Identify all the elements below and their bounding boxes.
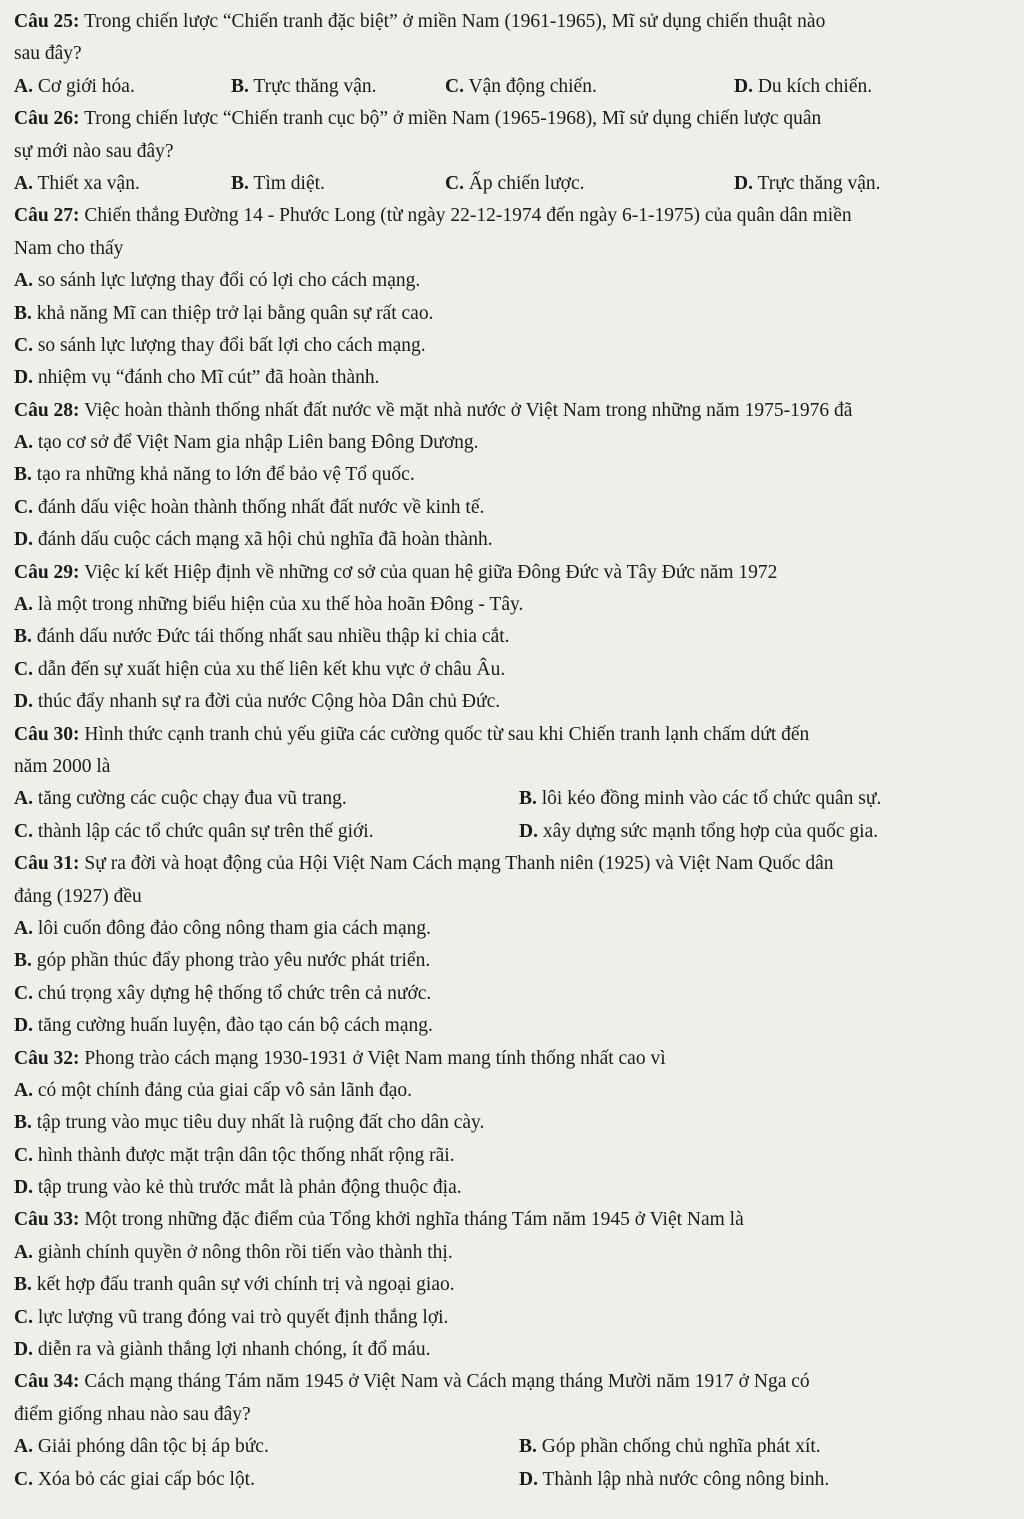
- option-d[interactable]: D. thúc đẩy nhanh sự ra đời của nước Cộng hòa Dân chủ Đức.: [14, 691, 501, 713]
- question-label: Câu 34:: [14, 1371, 80, 1393]
- question-stem: [14, 719, 1024, 751]
- option-a[interactable]: A. tạo cơ sở để Việt Nam gia nhập Liên bang Đông Dương.: [14, 432, 479, 454]
- options-row: [14, 783, 1024, 815]
- option-a[interactable]: A. tăng cường các cuộc chạy đua vũ trang.: [14, 788, 347, 810]
- question-30: [14, 719, 1024, 849]
- question-27: [14, 200, 1024, 394]
- option-d[interactable]: D. tăng cường huấn luyện, đào tạo cán bộ cách mạng.: [14, 1015, 433, 1037]
- question-stem: [14, 848, 1024, 880]
- option-b[interactable]: B. kết hợp đấu tranh quân sự với chính trị và ngoại giao.: [14, 1274, 455, 1296]
- option-c[interactable]: C. thành lập các tổ chức quân sự trên thế giới.: [14, 820, 374, 842]
- question-stem: [14, 103, 1024, 135]
- question-label: Câu 30:: [14, 723, 80, 745]
- question-stem: [14, 200, 1024, 232]
- question-28: [14, 395, 1024, 557]
- options-row: [14, 71, 1024, 103]
- question-33: [14, 1204, 1024, 1366]
- question-26: [14, 103, 1024, 200]
- question-31: [14, 848, 1024, 1042]
- options-row: [14, 1464, 1024, 1496]
- question-text: Trong chiến lược “Chiến tranh đặc biệt” ở miền Nam (1961-1965), Mĩ sử dụng chiến thuật nào: [84, 11, 826, 32]
- option-d[interactable]: D. Trực thăng vận.: [734, 172, 881, 194]
- option-a[interactable]: A. là một trong những biểu hiện của xu thế hòa hoãn Đông - Tây.: [14, 594, 524, 616]
- option-a[interactable]: A. có một chính đảng của giai cấp vô sản lãnh đạo.: [14, 1079, 413, 1101]
- question-text-cont: năm 2000 là: [14, 755, 111, 777]
- option-d[interactable]: D. nhiệm vụ “đánh cho Mĩ cút” đã hoàn thành.: [14, 367, 380, 389]
- option-d[interactable]: D. Thành lập nhà nước công nông binh.: [519, 1468, 830, 1490]
- option-c[interactable]: C. lực lượng vũ trang đóng vai trò quyết định thắng lợi.: [14, 1306, 449, 1328]
- question-34: [14, 1366, 1024, 1496]
- option-b[interactable]: B. góp phần thúc đẩy phong trào yêu nước phát triển.: [14, 950, 431, 972]
- option-a[interactable]: A. Giải phóng dân tộc bị áp bức.: [14, 1436, 269, 1458]
- option-c[interactable]: C. Xóa bỏ các giai cấp bóc lột.: [14, 1468, 255, 1490]
- option-b[interactable]: B. tạo ra những khả năng to lớn để bảo vệ Tổ quốc.: [14, 464, 415, 486]
- question-text-cont: sau đây?: [14, 43, 82, 65]
- question-text: Hình thức cạnh tranh chủ yếu giữa các cường quốc từ sau khi Chiến tranh lạnh chấm dứt đến: [84, 723, 810, 745]
- option-c[interactable]: C. chú trọng xây dựng hệ thống tổ chức trên cả nước.: [14, 982, 432, 1004]
- question-text: Cách mạng tháng Tám năm 1945 ở Việt Nam và Cách mạng tháng Mười năm 1917 ở Nga có: [84, 1371, 810, 1393]
- question-text-cont: đảng (1927) đều: [14, 885, 142, 907]
- question-32: [14, 1043, 1024, 1205]
- question-label: Câu 29:: [14, 561, 80, 583]
- question-label: Câu 31:: [14, 853, 80, 875]
- question-text-cont: Nam cho thấy: [14, 237, 124, 259]
- question-text: Chiến thắng Đường 14 - Phước Long (từ ngày 22-12-1974 đến ngày 6-1-1975) của quân dân miền: [84, 205, 852, 227]
- question-label: Câu 27:: [14, 205, 80, 227]
- question-text: Trong chiến lược “Chiến tranh cục bộ” ở miền Nam (1965-1968), Mĩ sử dụng chiến lược quân: [84, 108, 822, 130]
- option-a[interactable]: A. Thiết xa vận.: [14, 172, 140, 194]
- option-c[interactable]: C. so sánh lực lượng thay đổi bất lợi cho cách mạng.: [14, 334, 426, 356]
- question-25: [14, 6, 1024, 103]
- option-d[interactable]: D. đánh dấu cuộc cách mạng xã hội chủ nghĩa đã hoàn thành.: [14, 529, 493, 551]
- option-c[interactable]: C. Vận động chiến.: [445, 75, 597, 97]
- option-d[interactable]: D. diễn ra và giành thắng lợi nhanh chóng, ít đổ máu.: [14, 1339, 431, 1361]
- option-b[interactable]: B. Trực thăng vận.: [231, 75, 377, 97]
- options-row: [14, 816, 1024, 848]
- option-c[interactable]: C. đánh dấu việc hoàn thành thống nhất đất nước về kinh tế.: [14, 496, 485, 518]
- question-text-cont: điểm giống nhau nào sau đây?: [14, 1403, 251, 1425]
- option-c[interactable]: C. Ấp chiến lược.: [445, 172, 585, 194]
- option-b[interactable]: B. khả năng Mĩ can thiệp trở lại bằng quân sự rất cao.: [14, 302, 434, 324]
- question-text-cont: sự mới nào sau đây?: [14, 140, 174, 162]
- option-d[interactable]: D. xây dựng sức mạnh tổng hợp của quốc gia.: [519, 820, 879, 842]
- option-b[interactable]: B. tập trung vào mục tiêu duy nhất là ruộng đất cho dân cày.: [14, 1112, 485, 1134]
- question-stem: [14, 557, 1024, 589]
- question-text: Việc kí kết Hiệp định về những cơ sở của quan hệ giữa Đông Đức và Tây Đức năm 1972: [84, 561, 778, 583]
- question-label: Câu 33:: [14, 1209, 80, 1231]
- option-c[interactable]: C. dẫn đến sự xuất hiện của xu thế liên kết khu vực ở châu Âu.: [14, 658, 506, 680]
- question-text: Sự ra đời và hoạt động của Hội Việt Nam Cách mạng Thanh niên (1925) và Việt Nam Quốc dân: [84, 853, 834, 875]
- question-label: Câu 26:: [14, 108, 80, 130]
- question-text: Việc hoàn thành thống nhất đất nước về mặt nhà nước ở Việt Nam trong những năm 1975-1976 đã: [84, 399, 853, 421]
- option-c[interactable]: C. hình thành được mặt trận dân tộc thống nhất rộng rãi.: [14, 1144, 455, 1166]
- options-row: [14, 168, 1024, 200]
- question-stem: [14, 395, 1024, 427]
- question-stem: [14, 6, 1024, 38]
- options-row: [14, 1431, 1024, 1463]
- option-a[interactable]: A. lôi cuốn đông đảo công nông tham gia cách mạng.: [14, 917, 431, 939]
- question-text: Một trong những đặc điểm của Tổng khởi nghĩa tháng Tám năm 1945 ở Việt Nam là: [84, 1209, 744, 1231]
- option-d[interactable]: D. tập trung vào kẻ thù trước mắt là phản động thuộc địa.: [14, 1177, 462, 1199]
- question-label: Câu 32:: [14, 1047, 80, 1069]
- option-a[interactable]: A. so sánh lực lượng thay đổi có lợi cho cách mạng.: [14, 270, 421, 292]
- option-b[interactable]: B. đánh dấu nước Đức tái thống nhất sau nhiều thập kỉ chia cắt.: [14, 626, 510, 648]
- option-b[interactable]: B. lôi kéo đồng minh vào các tổ chức quân sự.: [519, 788, 882, 810]
- option-a[interactable]: A. giành chính quyền ở nông thôn rồi tiến vào thành thị.: [14, 1241, 453, 1263]
- option-b[interactable]: B. Góp phần chống chủ nghĩa phát xít.: [519, 1436, 821, 1458]
- question-text: Phong trào cách mạng 1930-1931 ở Việt Nam mang tính thống nhất cao vì: [84, 1047, 666, 1069]
- question-stem: [14, 1366, 1024, 1398]
- option-d[interactable]: D. Du kích chiến.: [734, 75, 873, 97]
- question-29: [14, 557, 1024, 719]
- question-stem: [14, 1043, 1024, 1075]
- question-label: Câu 28:: [14, 399, 80, 421]
- option-b[interactable]: B. Tìm diệt.: [231, 172, 325, 194]
- option-a[interactable]: A. Cơ giới hóa.: [14, 75, 135, 97]
- question-label: Câu 25:: [14, 11, 80, 32]
- question-stem: [14, 1204, 1024, 1236]
